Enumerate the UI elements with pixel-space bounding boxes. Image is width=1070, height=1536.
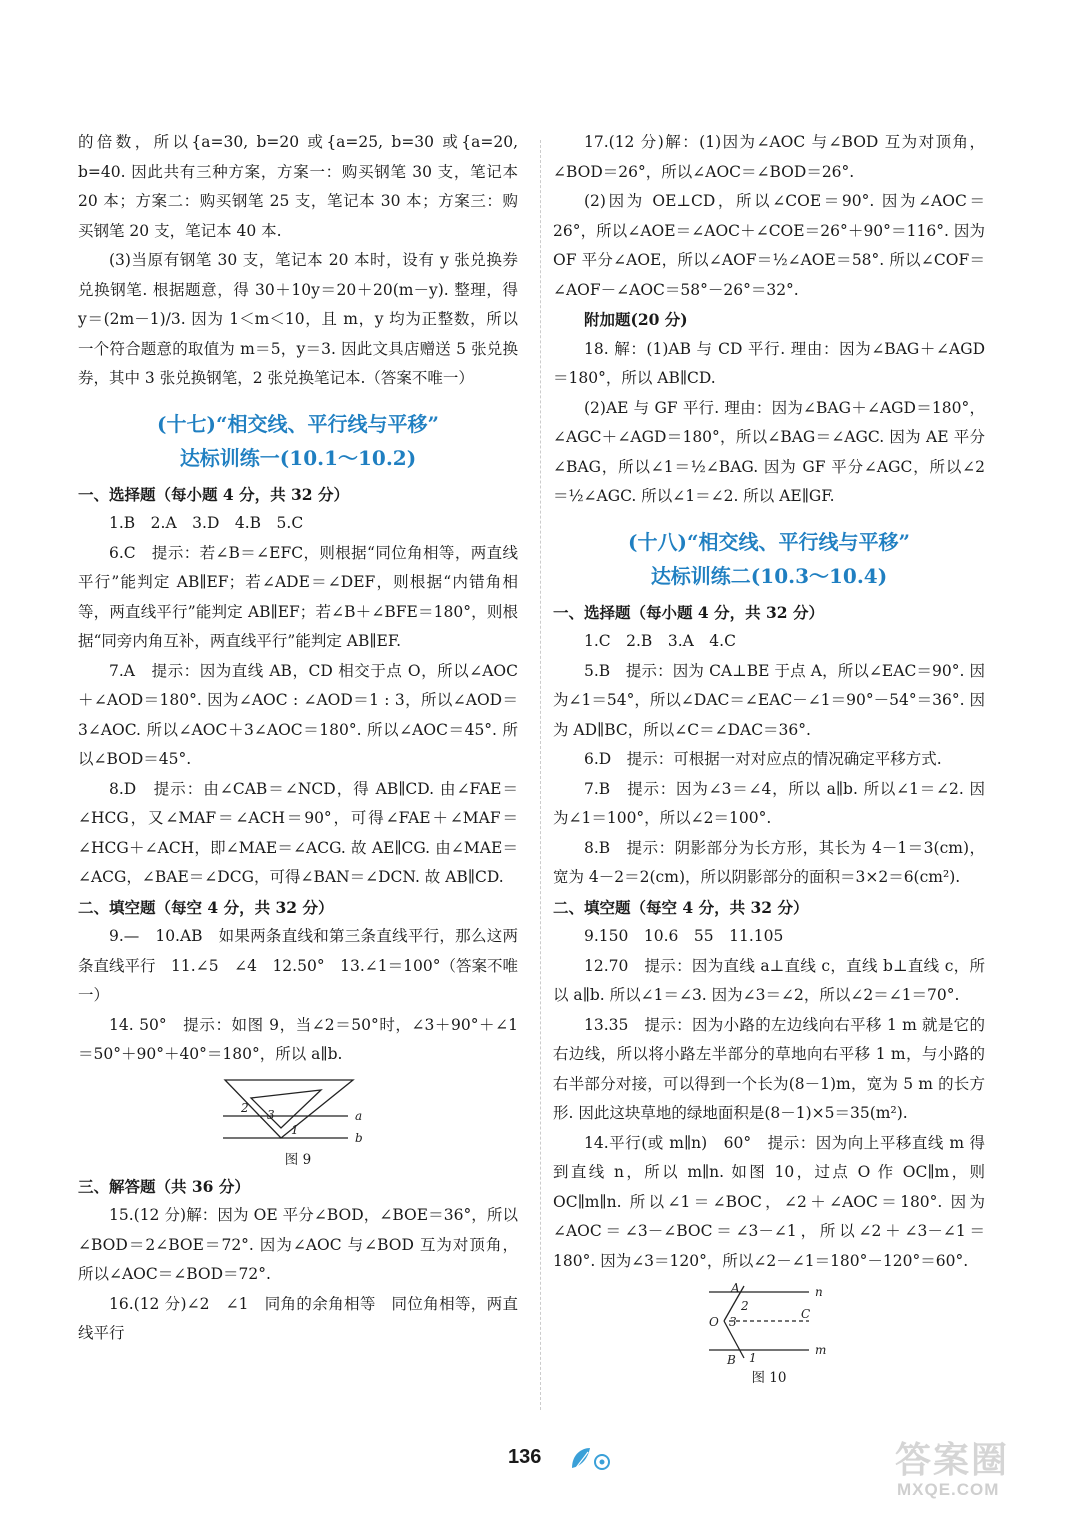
answer-part-3: (3)当原有钢笔 30 支，笔记本 20 本时，设有 y 张兑换券兑换钢笔. 根据题意，得 30＋10y＝20＋20(m－y). 整理，得 y＝(2m－1)/3. 因为 1＜m＜10，且 m，y 均为正整数，所以一个符合题意的取值为 m＝5，y＝3. 因此文具店赠送 5 张兑换券，其中 3 张兑换钢笔，2 张兑换笔记本.（答案不唯一）	[78, 251, 518, 387]
fig10-label-m: m	[815, 1343, 827, 1357]
questions-9-11: 9.150 10.6 55 11.105	[584, 927, 784, 945]
figure-9-caption: 图 9	[284, 1151, 312, 1168]
answers-1-5: 1.B 2.A 3.D 4.B 5.C	[109, 514, 304, 532]
choice-header-2: 一、选择题（每小题 4 分，共 32 分）	[553, 602, 824, 622]
column-divider	[540, 140, 541, 1410]
intro-paragraph: 的倍数，所以{a=30, b=20 或{a=25, b=30 或{a=20, b=40. 因此共有三种方案，方案一：购买钢笔 30 支，笔记本 20 本；方案二：购买钢笔 25 支，笔记本 30 本；方案三：购买钢笔 20 支，笔记本 40 本.	[78, 133, 518, 240]
figure-9-diagram	[223, 1076, 373, 1148]
question-7: 7.A 提示：因为直线 AB，CD 相交于点 O，所以∠AOC＋∠AOD＝180°. 因为∠AOC : ∠AOD＝1 : 3，所以∠AOD＝3∠AOC. 所以∠AOC＋3∠AOC＝180°. 所以∠AOC＝45°. 所以∠BOD＝45°.	[78, 661, 518, 768]
fill-header-2: 二、填空题（每空 4 分，共 32 分）	[553, 897, 809, 917]
section-title-18: (十八)“相交线、平行线与平移”	[628, 529, 910, 554]
watermark-url: MXQE.COM	[897, 1480, 1000, 1499]
figure-10	[553, 1282, 985, 1390]
question-14-b: 14.平行(或 m∥n) 60° 提示：因为向上平移直线 m 得到直线 n，所以 m∥n. 如图 10，过点 O 作 OC∥m，则 OC∥m∥n. 所以∠1＝∠BOC，∠2＋∠AOC＝180°. 因为∠AOC＝∠3－∠BOC＝∠3－∠1，所以∠2＋∠3－∠1＝180°. 因为∠3＝120°，所以∠2－∠1＝180°－120°＝60°.	[553, 1133, 985, 1270]
question-6-b: 6.D 提示：可根据一对对应点的情况确定平移方式.	[584, 750, 942, 768]
question-14: 14. 50° 提示：如图 9，当∠2＝50°时，∠3＋90°＋∠1＝50°＋90°＋40°＝180°，所以 a∥b.	[78, 1015, 518, 1063]
figure-10-diagram	[699, 1282, 839, 1366]
question-6: 6.C 提示：若∠B＝∠EFC，则根据“同位角相等，两直线平行”能判定 AB∥EF；若∠ADE＝∠DEF，则根据“内错角相等，两直线平行”能判定 AB∥EF；若∠B＋∠BFE＝180°，则根据“同旁内角互补，两直线平行”能判定 AB∥EF.	[78, 543, 518, 650]
left-column	[78, 128, 518, 1349]
fig9-inner-triangle	[251, 1090, 321, 1128]
question-7-b: 7.B 提示：因为∠3＝∠4，所以 a∥b. 所以∠1＝∠2. 因为∠1＝100°，所以∠2＝100°.	[553, 779, 985, 827]
figure-9	[78, 1076, 518, 1172]
right-column	[553, 128, 985, 1390]
fig9-label-b: b	[355, 1130, 363, 1145]
fig9-label-2: 2	[241, 1100, 249, 1115]
question-5: 5.B 提示：因为 CA⊥BE 于点 A，所以∠EAC＝90°. 因为∠1＝54°，所以∠DAC＝∠EAC－∠1＝90°－54°＝36°. 因为 AD∥BC，所以∠C＝∠DAC＝36°.	[553, 661, 985, 739]
question-17-part-2: (2)因为 OE⊥CD，所以∠COE＝90°. 因为∠AOC＝26°，所以∠AOE＝∠AOC＋∠COE＝26°＋90°＝116°. 因为 OF 平分∠AOE，所以∠AOF＝½∠AOE＝58°. 所以∠COF＝∠AOF－∠AOC＝58°－26°＝32°.	[553, 192, 985, 299]
question-8: 8.D 提示：由∠CAB＝∠NCD，得 AB∥CD. 由∠FAE＝∠HCG，又∠MAF＝∠ACH＝90°，可得∠FAE＋∠MAF＝∠HCG＋∠ACH，即∠MAE＝∠ACG. 故 AE∥CG. 由∠MAE＝∠ACG，∠BAE＝∠DCG，可得∠BAN＝∠DCN. 故 AB∥CD.	[78, 779, 518, 886]
fig10-label-a: A	[731, 1282, 740, 1295]
fig10-label-2: 2	[741, 1299, 749, 1313]
watermark-logo: 答案圈	[895, 1439, 1010, 1480]
question-18-part-2: (2)AE 与 GF 平行. 理由：因为∠BAG＋∠AGD＝180°，∠AGC＋∠AGD＝180°，所以∠BAG＝∠AGC. 因为 AE 平分∠BAG，所以∠1＝½∠BAG. 因为 GF 平分∠AGC，所以∠2＝½∠AGC. 所以∠1＝∠2. 所以 AE∥GF.	[553, 398, 985, 505]
question-8-b: 8.B 提示：阴影部分为长方形，其长为 4－1＝3(cm)，宽为 4－2＝2(cm)，所以阴影部分的面积＝3×2＝6(cm²).	[553, 838, 985, 886]
choice-header: 一、选择题（每小题 4 分，共 32 分）	[78, 484, 349, 504]
fig10-label-o: O	[709, 1315, 719, 1329]
fill-header: 二、填空题（每空 4 分，共 32 分）	[78, 897, 334, 917]
section-subtitle-17: 达标训练一(10.1～10.2)	[179, 445, 417, 470]
questions-9-13: 9.— 10.AB 如果两条直线和第三条直线平行，那么这两条直线平行 11.∠5 ∠4 12.50° 13.∠1＝100°（答案不唯一）	[78, 927, 518, 1004]
fig9-label-1: 1	[291, 1122, 299, 1137]
question-12: 12.70 提示：因为直线 a⊥直线 c，直线 b⊥直线 c，所以 a∥b. 所以∠1＝∠3. 因为∠3＝∠2，所以∠2＝∠1＝70°.	[553, 956, 985, 1004]
bonus-header: 附加题(20 分)	[584, 310, 688, 329]
section-subtitle-18: 达标训练二(10.3～10.4)	[650, 563, 888, 588]
fig9-label-a: a	[355, 1108, 363, 1123]
question-13: 13.35 提示：因为小路的左边线向右平移 1 m 就是它的右边线，所以将小路左半部分的草地向右平移 1 m，与小路的右半部分对接，可以得到一个长为(8－1)m，宽为 5 m 的长方形. 因此这块草地的绿地面积是(8－1)×5＝35(m²).	[553, 1015, 985, 1122]
leaf-ornament-icon	[568, 1444, 614, 1472]
question-15: 15.(12 分)解：因为 OE 平分∠BOD，∠BOE＝36°，所以∠BOD＝2∠BOE＝72°. 因为∠AOC 与∠BOD 互为对顶角，所以∠AOC＝∠BOD＝72°.	[78, 1206, 518, 1283]
question-17-part-1: 17.(12 分)解：(1)因为∠AOC 与∠BOD 互为对顶角，∠BOD＝26°，所以∠AOC＝∠BOD＝26°.	[553, 133, 985, 181]
fig10-label-1: 1	[749, 1351, 757, 1365]
fig10-label-b: B	[727, 1353, 736, 1366]
question-16: 16.(12 分)∠2 ∠1 同角的余角相等 同位角相等，两直线平行	[78, 1294, 518, 1342]
figure-10-caption: 图 10	[751, 1370, 787, 1386]
watermark	[895, 1440, 1009, 1500]
fig10-label-c: C	[801, 1307, 811, 1321]
section-title-17: (十七)“相交线、平行线与平移”	[157, 411, 439, 436]
answers-1-4: 1.C 2.B 3.A 4.C	[584, 632, 736, 650]
page-number: 136	[508, 1446, 542, 1468]
fig10-label-n: n	[815, 1285, 823, 1299]
question-18-part-1: 18. 解：(1)AB 与 CD 平行. 理由：因为∠BAG＋∠AGD＝180°，所以 AB∥CD.	[553, 339, 985, 387]
solve-header: 三、解答题（共 36 分）	[78, 1176, 250, 1196]
fig10-label-3: 3	[729, 1315, 737, 1329]
fig9-label-3: 3	[267, 1107, 275, 1122]
